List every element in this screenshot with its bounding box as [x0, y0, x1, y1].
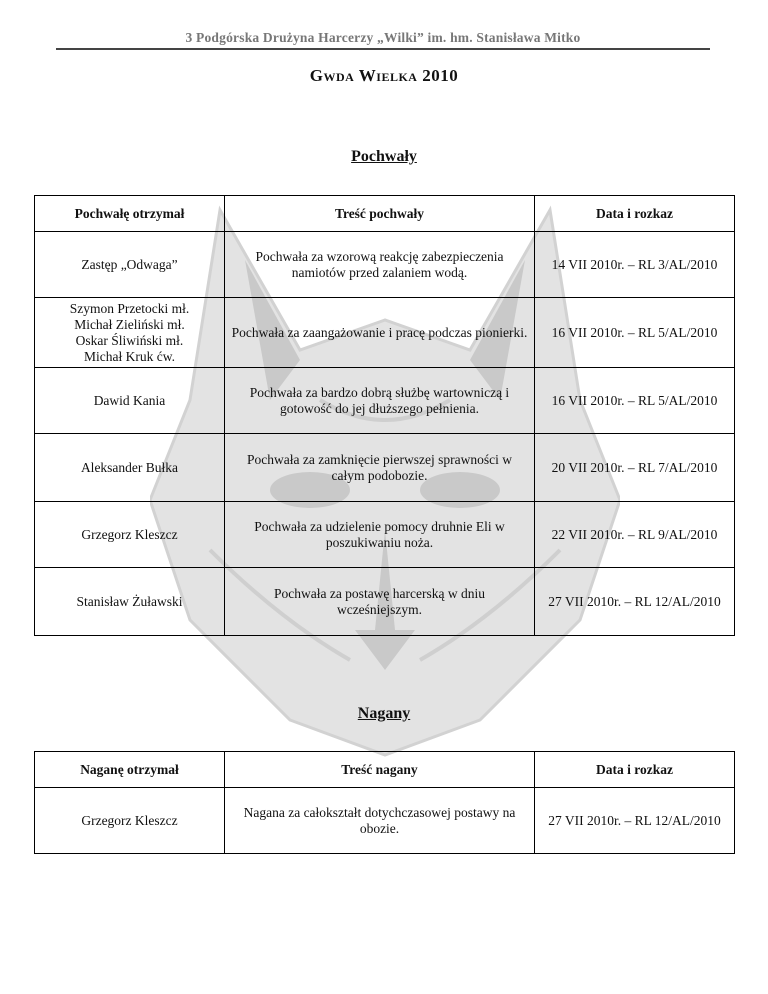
- table-row: [35, 368, 735, 434]
- recipient-name: Oskar Śliwiński mł.: [75, 332, 184, 348]
- column-header-content: Treść pochwały: [225, 196, 535, 232]
- content-cell: Pochwała za postawę harcerską w dniu wcześniejszym.: [225, 568, 535, 636]
- recipient-name: Grzegorz Kleszcz: [81, 812, 178, 828]
- table-row: [35, 568, 735, 636]
- content-cell: Pochwała za wzorową reakcję zabezpieczenia namiotów przed zalaniem wodą.: [225, 232, 535, 298]
- date-cell: 27 VII 2010r. – RL 12/AL/2010: [535, 788, 735, 854]
- content-cell: Pochwała za zamknięcie pierwszej sprawności w całym podobozie.: [225, 434, 535, 502]
- column-header-content: Treść nagany: [225, 752, 535, 788]
- content-cell: Pochwała za bardzo dobrą służbę wartowniczą i gotowość do jej dłuższego pełnienia.: [225, 368, 535, 434]
- recipient-name: Aleksander Bułka: [80, 459, 179, 475]
- column-header-recipient: Pochwałę otrzymał: [35, 196, 225, 232]
- recipient-cell: [35, 434, 225, 502]
- document-header: 3 Podgórska Drużyna Harcerzy „Wilki” im. hm. Stanisława Mitko: [185, 30, 581, 45]
- recipient-cell: [35, 502, 225, 568]
- date-cell: 14 VII 2010r. – RL 3/AL/2010: [535, 232, 735, 298]
- recipient-name: Zastęp „Odwaga”: [81, 256, 178, 272]
- date-cell: 16 VII 2010r. – RL 5/AL/2010: [535, 368, 735, 434]
- table-row: [35, 788, 735, 854]
- document-title: Gwda Wielka 2010: [309, 66, 459, 85]
- reprimands-table: [34, 751, 735, 854]
- recipient-name: Szymon Przetocki mł.: [69, 300, 190, 316]
- recipient-cell: [35, 232, 225, 298]
- recipient-cell: [35, 368, 225, 434]
- content-cell: Pochwała za zaangażowanie i pracę podczas pionierki.: [225, 298, 535, 368]
- recipient-cell: [35, 568, 225, 636]
- reprimands-section-title: Nagany: [357, 705, 411, 722]
- column-header-date: Data i rozkaz: [535, 752, 735, 788]
- date-cell: 20 VII 2010r. – RL 7/AL/2010: [535, 434, 735, 502]
- praises-section-title: Pochwały: [351, 148, 417, 165]
- recipient-name: Michał Kruk ćw.: [84, 348, 175, 364]
- column-header-recipient: Naganę otrzymał: [35, 752, 225, 788]
- date-cell: 22 VII 2010r. – RL 9/AL/2010: [535, 502, 735, 568]
- date-cell: 27 VII 2010r. – RL 12/AL/2010: [535, 568, 735, 636]
- recipient-cell: [35, 788, 225, 854]
- table-row: [35, 298, 735, 368]
- recipient-name: Michał Zieliński mł.: [74, 316, 185, 332]
- table-row: [35, 434, 735, 502]
- recipient-name: Dawid Kania: [93, 392, 166, 408]
- recipient-cell: [35, 298, 225, 368]
- table-header-row: [35, 752, 735, 788]
- header-divider: [56, 48, 710, 50]
- table-row: [35, 232, 735, 298]
- content-cell: Pochwała za udzielenie pomocy druhnie Eli w poszukiwaniu noża.: [225, 502, 535, 568]
- column-header-date: Data i rozkaz: [535, 196, 735, 232]
- date-cell: 16 VII 2010r. – RL 5/AL/2010: [535, 298, 735, 368]
- praises-table: [34, 195, 735, 636]
- recipient-name: Stanisław Żuławski: [76, 593, 183, 609]
- table-header-row: [35, 196, 735, 232]
- recipient-name: Grzegorz Kleszcz: [81, 526, 178, 542]
- table-row: [35, 502, 735, 568]
- content-cell: Nagana za całokształt dotychczasowej postawy na obozie.: [225, 788, 535, 854]
